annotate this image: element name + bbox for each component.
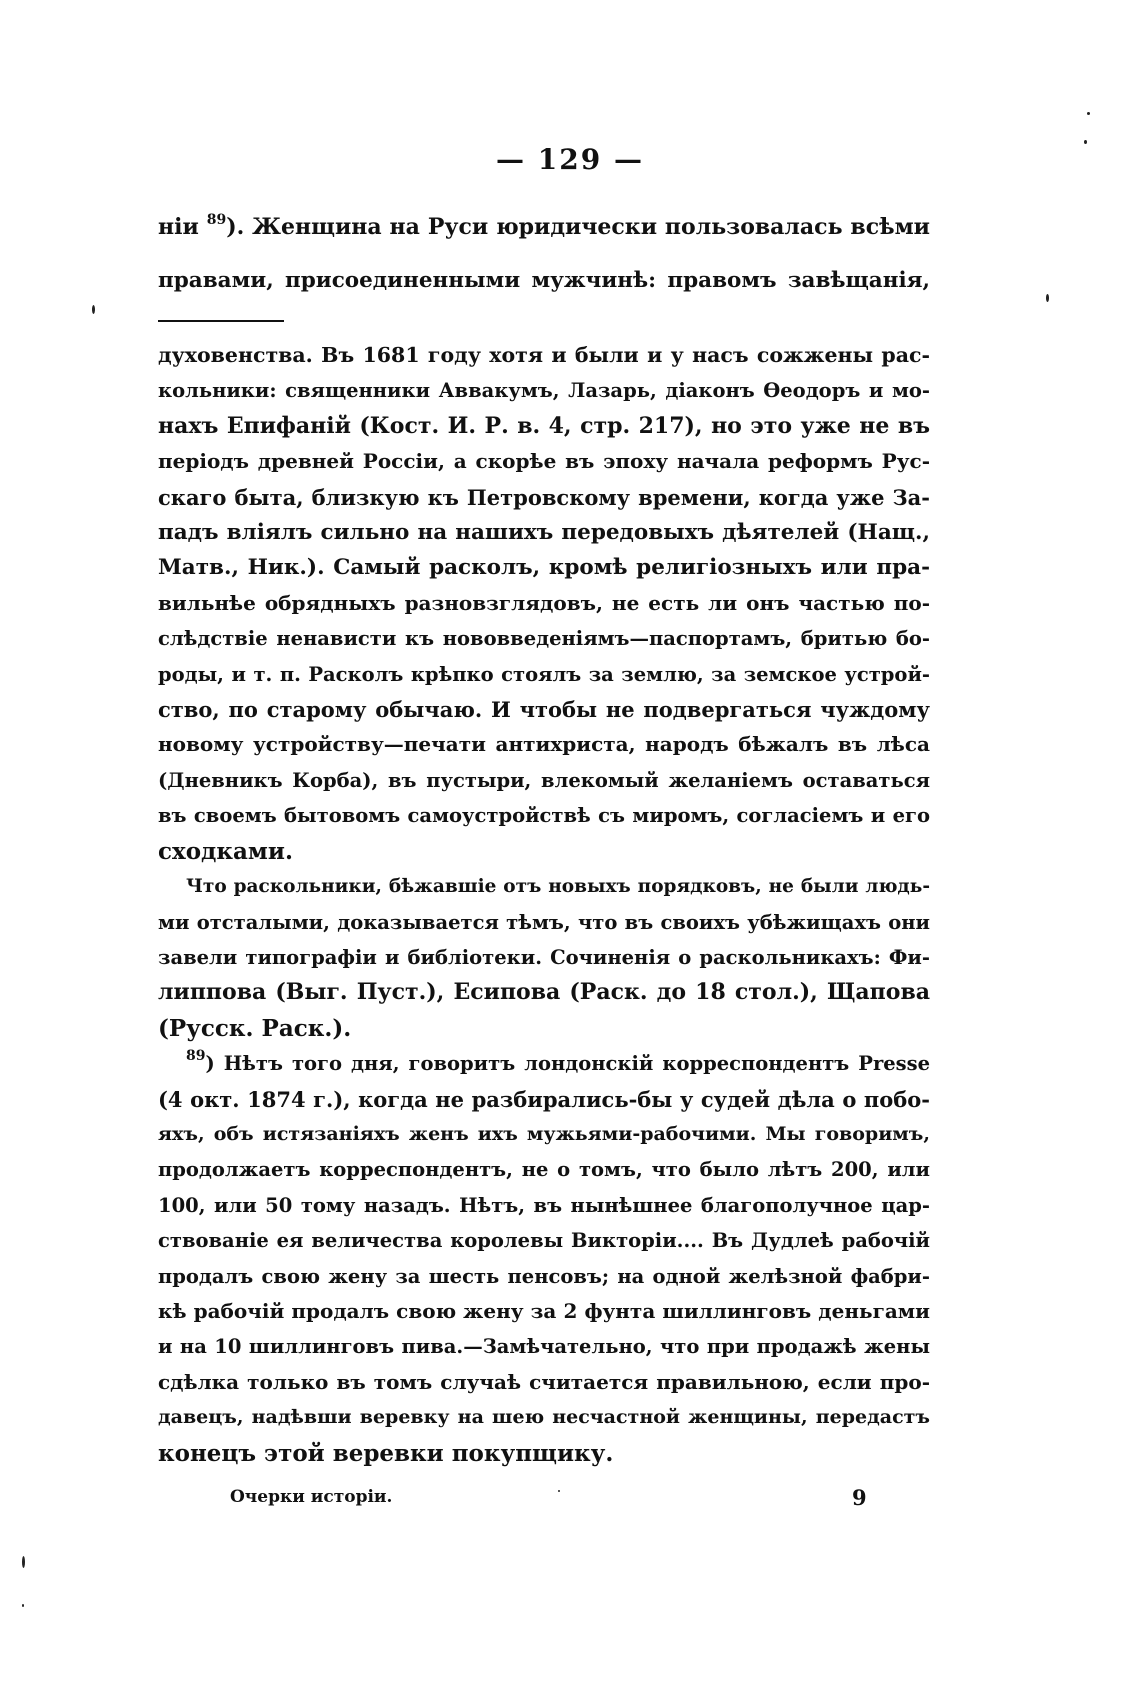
notes [158,338,930,1471]
main-text [158,200,930,308]
note-line: духовенства. Въ 1681 году хотя и были и у насъ сожжены рас- [158,343,930,367]
note-line: сдѣлка только въ томъ случаѣ считается правильною, если про- [158,1369,930,1394]
scan-speck [22,1604,24,1607]
note-line: новому устройству—печати антихриста, народъ бѣжалъ въ лѣса [158,732,930,757]
note-line: (4 окт. 1874 г.), когда не разбирались-бы у судей дѣла о побо- [158,1086,930,1112]
scan-speck [558,1490,560,1492]
note-line: конецъ этой веревки покупщику. [158,1439,614,1467]
note-line: сходками. [158,837,293,865]
footnote-reference: 89 [206,212,227,228]
page-number: — 129 — [496,143,644,176]
note-line: вильнѣе обрядныхъ разновзглядовъ, не есть ли онъ частью по- [158,590,930,615]
note-line: липпова (Выг. Пуст.), Есипова (Раск. до 18 стол.), Щапова [158,979,930,1006]
note-line: завели типографіи и библіотеки. Сочиненія о раскольникахъ: Фи- [158,945,930,969]
note-line: въ своемъ бытовомъ самоустройствѣ съ миромъ, согласіемъ и его [158,804,930,828]
main-text-line-1-start: ніи [158,214,207,240]
note-line: ство, по старому обычаю. И чтобы не подвергаться чуждому [158,697,930,723]
note-line: Что раскольники, бѣжавшіе отъ новыхъ порядковъ, не были людь- [186,876,930,898]
note-line: продалъ свою жену за шесть пенсовъ; на одной желѣзной фабри- [158,1264,930,1288]
page-footer [0,1487,1140,1517]
note-line: ми отсталыми, доказывается тѣмъ, что въ своихъ убѣжищахъ они [158,910,930,934]
footnote-89-first-line [158,1046,930,1081]
main-text-line-1 [158,200,930,254]
note-line: періодъ древней Россіи, а скорѣе въ эпоху начала реформъ Рус- [158,449,930,474]
note-line: 100, или 50 тому назадъ. Нѣтъ, въ нынѣшнее благополучное цар- [158,1193,930,1217]
note-line: падъ вліялъ сильно на нашихъ передовыхъ дѣятелей (Нащ., [158,520,930,546]
note-line: давецъ, надѣвши веревку на шею несчастной женщины, передастъ [158,1406,930,1429]
note-line: скаго быта, близкую къ Петровскому времени, когда уже За- [158,484,930,510]
note-line: и на 10 шиллинговъ пива.—Замѣчательно, что при продажѣ жены [158,1335,930,1359]
note-line: (Дневникъ Корба), въ пустыри, влекомый желаніемъ оставаться [158,768,930,792]
scan-speck [1087,112,1090,115]
note-line: слѣдствіе ненависти къ нововведеніямъ—паспортамъ, бритью бо- [158,627,930,651]
footer-title: Очерки исторіи. [230,1487,393,1507]
main-text-line-1-rest: ). Женщина на Руси юридически пользовалась всѣми [226,214,930,240]
note-line: яхъ, объ истязаніяхъ женъ ихъ мужьями-рабочими. Мы говоримъ, [158,1122,930,1145]
footer-signature: 9 [852,1485,867,1510]
main-text-line-2: правами, присоединенными мужчинѣ: правомъ завѣщанія, [158,268,930,293]
note-line: (Русск. Раск.). [158,1014,352,1042]
scan-speck [1046,294,1049,302]
footnote-number: 89 [186,1048,206,1065]
footnote-89-first-text: ) Нѣтъ того дня, говоритъ лондонскій корреспондентъ Presse [205,1052,930,1076]
footnote-rule [158,320,284,322]
note-line: кольники: священники Аввакумъ, Лазарь, діаконъ Ѳеодоръ и мо- [158,379,930,403]
scan-speck [92,305,95,314]
note-line: Матв., Ник.). Самый расколъ, кромѣ религіозныхъ или пра- [158,555,930,581]
note-line: продолжаетъ корреспондентъ, не о томъ, что было лѣтъ 200, или [158,1158,930,1182]
note-line: нахъ Епифаній (Кост. И. Р. в. 4, стр. 217), но это уже не въ [158,412,930,439]
scan-speck [1084,140,1087,144]
note-line: роды, и т. п. Расколъ крѣпко стоялъ за землю, за земское устрой- [158,662,930,686]
note-line: кѣ рабочій продалъ свою жену за 2 фунта шиллинговъ деньгами [158,1298,930,1323]
scan-speck [22,1556,25,1568]
note-line: ствованіе ея величества королевы Викторіи.... Въ Дудлеѣ рабочій [158,1229,930,1253]
